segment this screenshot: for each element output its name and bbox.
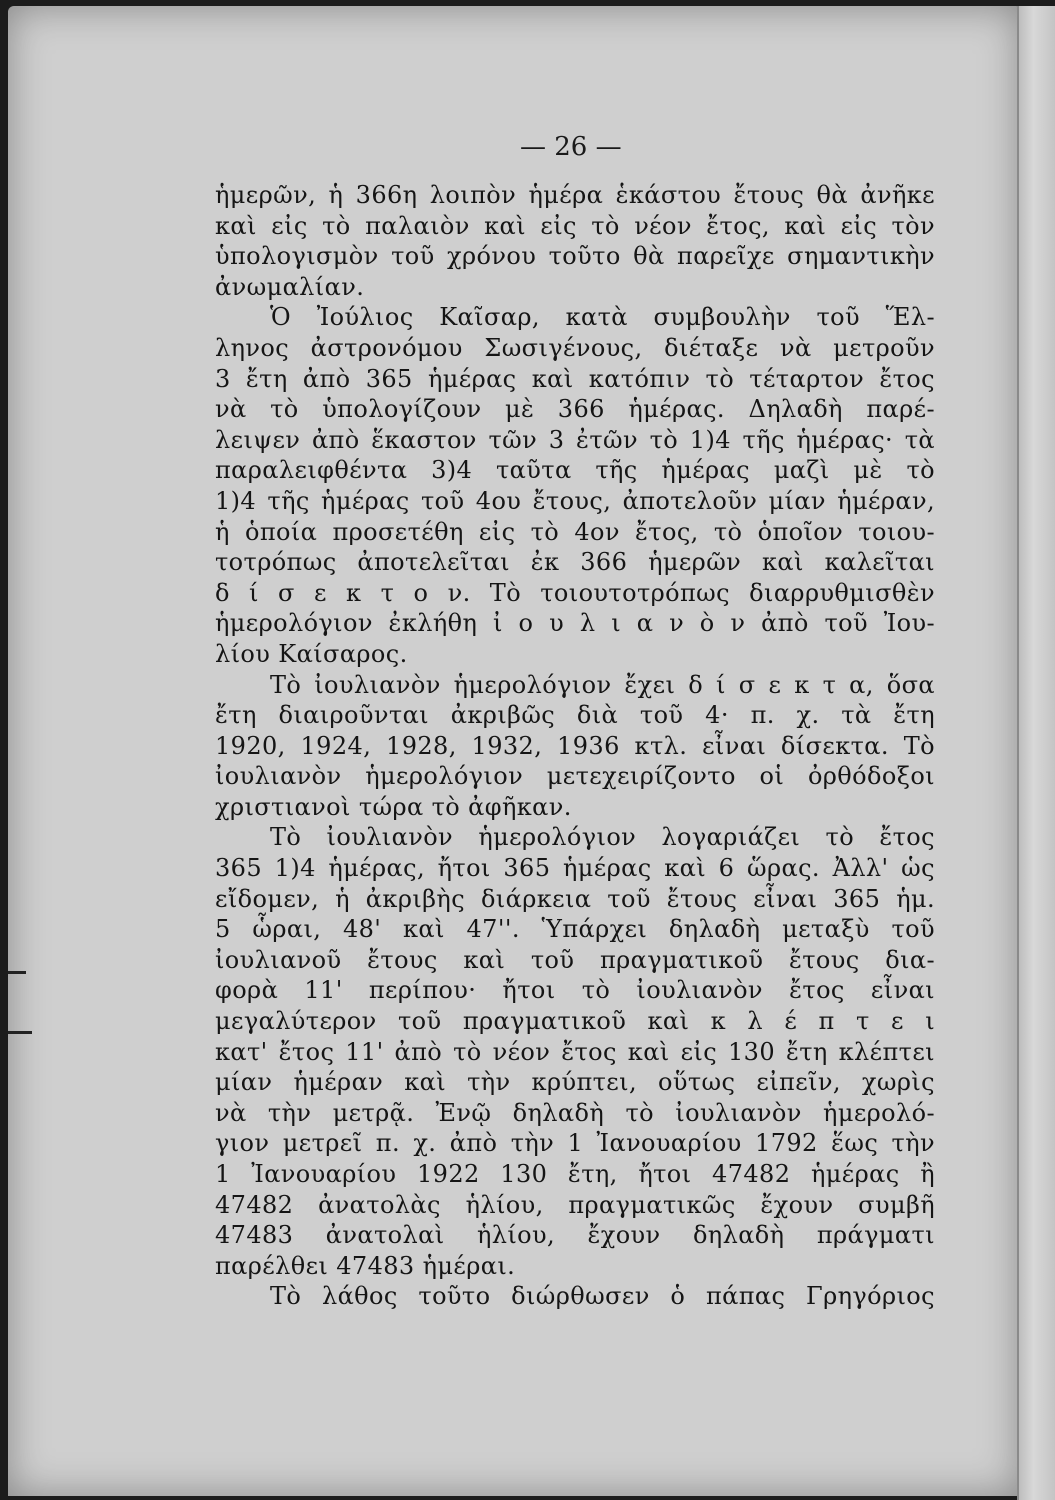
text-line: γιον μετρεῖ π. χ. ἀπὸ τὴν 1 Ἰανουαρίου 1792 ἕως τὴν	[215, 1129, 935, 1158]
text-line: ληνος ἀστρονόμου Σωσιγένους, διέταξε νὰ μετροῦν	[215, 333, 935, 362]
text-line: μίαν ἡμέραν καὶ τὴν κρύπτει, οὕτως εἰπεῖν, χωρὶς	[215, 1068, 935, 1097]
page-number: — 26 —	[520, 132, 622, 162]
text-line: λίου Καίσαρος.	[215, 639, 408, 668]
text-line: 1)4 τῆς ἡμέρας τοῦ 4ου ἔτους, ἀποτελοῦν μίαν ἡμέραν,	[215, 486, 935, 515]
paragraph	[215, 180, 935, 302]
text-line: ἰουλιανὸν ἡμερολόγιον μετεχειρίζοντο οἱ ὀρθόδοξοι	[215, 762, 935, 791]
paragraph	[215, 1281, 935, 1312]
text-line: νὰ τὸ ὑπολογίζουν μὲ 366 ἡμέρας. Δηλαδὴ παρέ-	[215, 395, 935, 424]
text-line: 5 ὧραι, 48' καὶ 47''. Ὑπάρχει δηλαδὴ μεταξὺ τοῦ	[215, 915, 935, 944]
text-line: τοτρόπως ἀποτελεῖται ἐκ 366 ἡμερῶν καὶ καλεῖται	[215, 548, 935, 577]
next-page-edge	[1017, 6, 1055, 1500]
text-line: παρέλθει 47483 ἡμέραι.	[215, 1251, 516, 1280]
text-line: νὰ τὴν μετρᾷ. Ἐνῷ δηλαδὴ τὸ ἰουλιανὸν ἡμερολό-	[215, 1098, 935, 1127]
text-line: 1 Ἰανουαρίου 1922 130 ἔτη, ἤτοι 47482 ἡμέρας ἢ	[215, 1160, 935, 1188]
text-line: ἡμερῶν, ἡ 366η λοιπὸν ἡμέρα ἑκάστου ἔτους θὰ ἀνῆκε	[215, 181, 935, 209]
body-text	[215, 180, 935, 1312]
text-line: ἡ ὁποία προσετέθη εἰς τὸ 4ον ἔτος, τὸ ὁποῖον τοιου-	[215, 517, 935, 546]
text-line: ἡμερολόγιον ἐκλήθη ἰ ο υ λ ι α ν ὸ ν ἀπὸ τοῦ Ἰου-	[215, 609, 935, 638]
text-line: 3 ἔτη ἀπὸ 365 ἡμέρας καὶ κατόπιν τὸ τέταρτον ἔτος	[215, 364, 935, 393]
text-line: Ὁ Ἰούλιος Καῖσαρ, κατὰ συμβουλὴν τοῦ Ἕλ-	[270, 303, 935, 332]
text-line: φορὰ 11' περίπου· ἤτοι τὸ ἰουλιανὸν ἔτος εἶναι	[215, 976, 935, 1005]
text-line: καὶ εἰς τὸ παλαιὸν καὶ εἰς τὸ νέον ἔτος, καὶ εἰς τὸν	[215, 211, 935, 240]
paragraph	[215, 302, 935, 669]
text-line: δ ί σ ε κ τ ο ν. Τὸ τοιουτοτρόπως διαρρυθμισθὲν	[215, 578, 935, 607]
paragraph	[215, 670, 935, 823]
binding-mark	[8, 971, 26, 974]
text-line: 47483 ἀνατολαὶ ἡλίου, ἔχουν δηλαδὴ πράγματι	[215, 1221, 935, 1250]
text-line: μεγαλύτερον τοῦ πραγματικοῦ καὶ κ λ έ π τ ε ι	[215, 1007, 935, 1036]
text-line: ἀνωμαλίαν.	[215, 272, 365, 301]
text-line: χριστιανοὶ τώρα τὸ ἀφῆκαν.	[215, 792, 572, 821]
text-line: Τὸ ἰουλιανὸν ἡμερολόγιον ἔχει δ ί σ ε κ τ α, ὅσα	[270, 670, 935, 699]
text-line: κατ' ἔτος 11' ἀπὸ τὸ νέον ἔτος καὶ εἰς 130 ἔτη κλέπτει	[215, 1037, 935, 1066]
text-line: παραλειφθέντα 3)4 ταῦτα τῆς ἡμέρας μαζὶ μὲ τὸ	[215, 456, 935, 485]
text-line: ὑπολογισμὸν τοῦ χρόνου τοῦτο θὰ παρεῖχε σημαντικὴν	[215, 242, 935, 271]
text-line: Τὸ ἰουλιανὸν ἡμερολόγιον λογαριάζει τὸ ἔτος	[270, 823, 935, 852]
text-line: 365 1)4 ἡμέρας, ἤτοι 365 ἡμέρας καὶ 6 ὥρας. Ἀλλ' ὡς	[215, 854, 935, 883]
text-line: ἰουλιανοῦ ἔτους καὶ τοῦ πραγματικοῦ ἔτους δια-	[215, 945, 935, 974]
binding-mark	[8, 1031, 32, 1034]
text-line: ἔτη διαιροῦνται ἀκριβῶς διὰ τοῦ 4· π. χ. τὰ ἔτη	[215, 701, 935, 730]
paragraph	[215, 822, 935, 1281]
text-line: 47482 ἀνατολὰς ἡλίου, πραγματικῶς ἔχουν συμβῆ	[215, 1190, 935, 1219]
text-line: λειψεν ἀπὸ ἕκαστον τῶν 3 ἐτῶν τὸ 1)4 τῆς ἡμέρας· τὰ	[215, 425, 935, 454]
text-line: Τὸ λάθος τοῦτο διώρθωσεν ὁ πάπας Γρηγόριος	[270, 1282, 935, 1311]
text-line: 1920, 1924, 1928, 1932, 1936 κτλ. εἶναι δίσεκτα. Τὸ	[215, 731, 935, 760]
text-line: εἴδομεν, ἡ ἀκριβὴς διάρκεια τοῦ ἔτους εἶναι 365 ἡμ.	[215, 884, 935, 913]
